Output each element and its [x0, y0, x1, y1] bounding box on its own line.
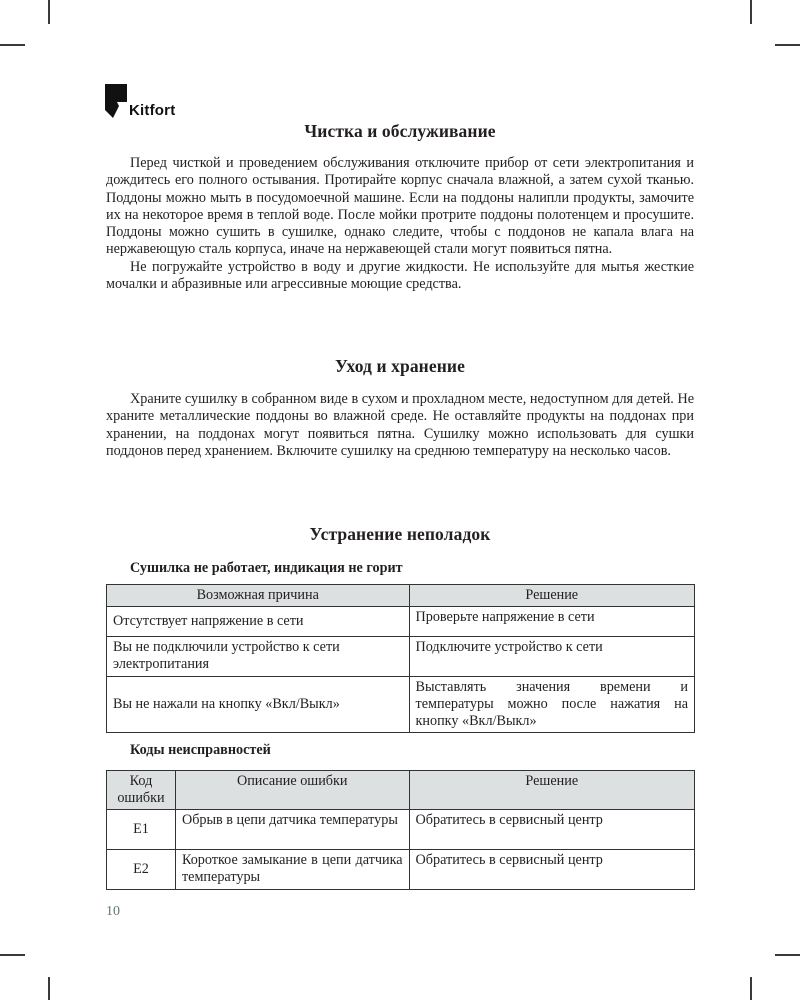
- page-number: 10: [106, 904, 120, 919]
- header-cell: Код ошибки: [107, 771, 176, 810]
- table-row: [107, 810, 695, 850]
- cleaning-paragraph: Перед чисткой и проведением обслуживания отключите прибор от сети электропитания и дождитесь его полного остывания. Протирайте корпус сначала влажной, а затем сухой тканью. Поддоны можно мыть в посудомоечной машине. Если на поддоны налипли продукты, замочите их на некоторое время в теплой воде. После мойки протрите поддоны полотенцем и просушите. Поддоны можно сушить в сушилке, однако следите, чтобы с поддонов не капала влага на нержавеющую сталь корпуса, иначе на нержавеющей стали могут появиться пятна.: [106, 155, 694, 258]
- error-codes-table: [106, 770, 695, 890]
- table-header-row: [107, 585, 695, 607]
- crop-mark: [0, 954, 25, 956]
- cleaning-text: [106, 155, 694, 293]
- crop-mark: [48, 0, 50, 24]
- logo-mark-icon: [105, 84, 127, 118]
- subtitle-not-working: Сушилка не работает, индикация не горит: [130, 560, 403, 576]
- table-row: [107, 677, 695, 733]
- error-code-cell: E2: [107, 850, 176, 890]
- cause-cell: Отсутствует напряжение в сети: [107, 607, 410, 637]
- error-description-cell: Обрыв в цепи датчика температуры: [175, 810, 409, 850]
- error-code-cell: E1: [107, 810, 176, 850]
- header-cell: Описание ошибки: [175, 771, 409, 810]
- storage-paragraph: Храните сушилку в собранном виде в сухом и прохладном месте, недоступном для детей. Не храните металлические поддоны во влажной среде. Не оставляйте продукты на поддонах при хранении, на поддонах могут появиться пятна. Сушилку можно использовать для сушки поддонов перед хранением. Включите сушилку на среднюю температуру на несколько часов.: [106, 391, 694, 459]
- cause-cell: Вы не подключили устройство к сети электропитания: [107, 637, 410, 677]
- crop-mark: [48, 977, 50, 1000]
- crop-mark: [750, 0, 752, 24]
- section-title-cleaning: Чистка и обслуживание: [304, 121, 496, 141]
- crop-mark: [775, 954, 800, 956]
- solution-cell: Проверьте напряжение в сети: [409, 607, 695, 637]
- header-cell: Решение: [409, 585, 695, 607]
- crop-mark: [0, 44, 25, 46]
- table-row: [107, 637, 695, 677]
- table-row: [107, 850, 695, 890]
- brand-name: Kitfort: [129, 102, 176, 119]
- section-title-storage: Уход и хранение: [335, 356, 465, 376]
- header-cell: Решение: [409, 771, 694, 810]
- solution-cell: Обратитесь в сервисный центр: [409, 850, 694, 890]
- solution-cell: Подключите устройство к сети: [409, 637, 695, 677]
- section-title-troubleshooting: Устранение неполадок: [309, 524, 491, 544]
- kitfort-logo: [105, 84, 175, 118]
- not-working-table: [106, 584, 695, 733]
- cause-cell: Вы не нажали на кнопку «Вкл/Выкл»: [107, 677, 410, 733]
- header-cell: Возможная причина: [107, 585, 410, 607]
- storage-text: [106, 391, 694, 460]
- table-header-row: [107, 771, 695, 810]
- cleaning-paragraph: Не погружайте устройство в воду и другие жидкости. Не используйте для мытья жесткие мочалки и абразивные или агрессивные моющие средства.: [106, 258, 694, 293]
- crop-mark: [775, 44, 800, 46]
- solution-cell: Обратитесь в сервисный центр: [409, 810, 694, 850]
- error-description-cell: Короткое замыкание в цепи датчика температуры: [175, 850, 409, 890]
- crop-mark: [750, 977, 752, 1000]
- table-row: [107, 607, 695, 637]
- solution-cell: Выставлять значения времени и температуры можно после нажатия на кнопку «Вкл/Выкл»: [409, 677, 695, 733]
- subtitle-error-codes: Коды неисправностей: [130, 742, 271, 758]
